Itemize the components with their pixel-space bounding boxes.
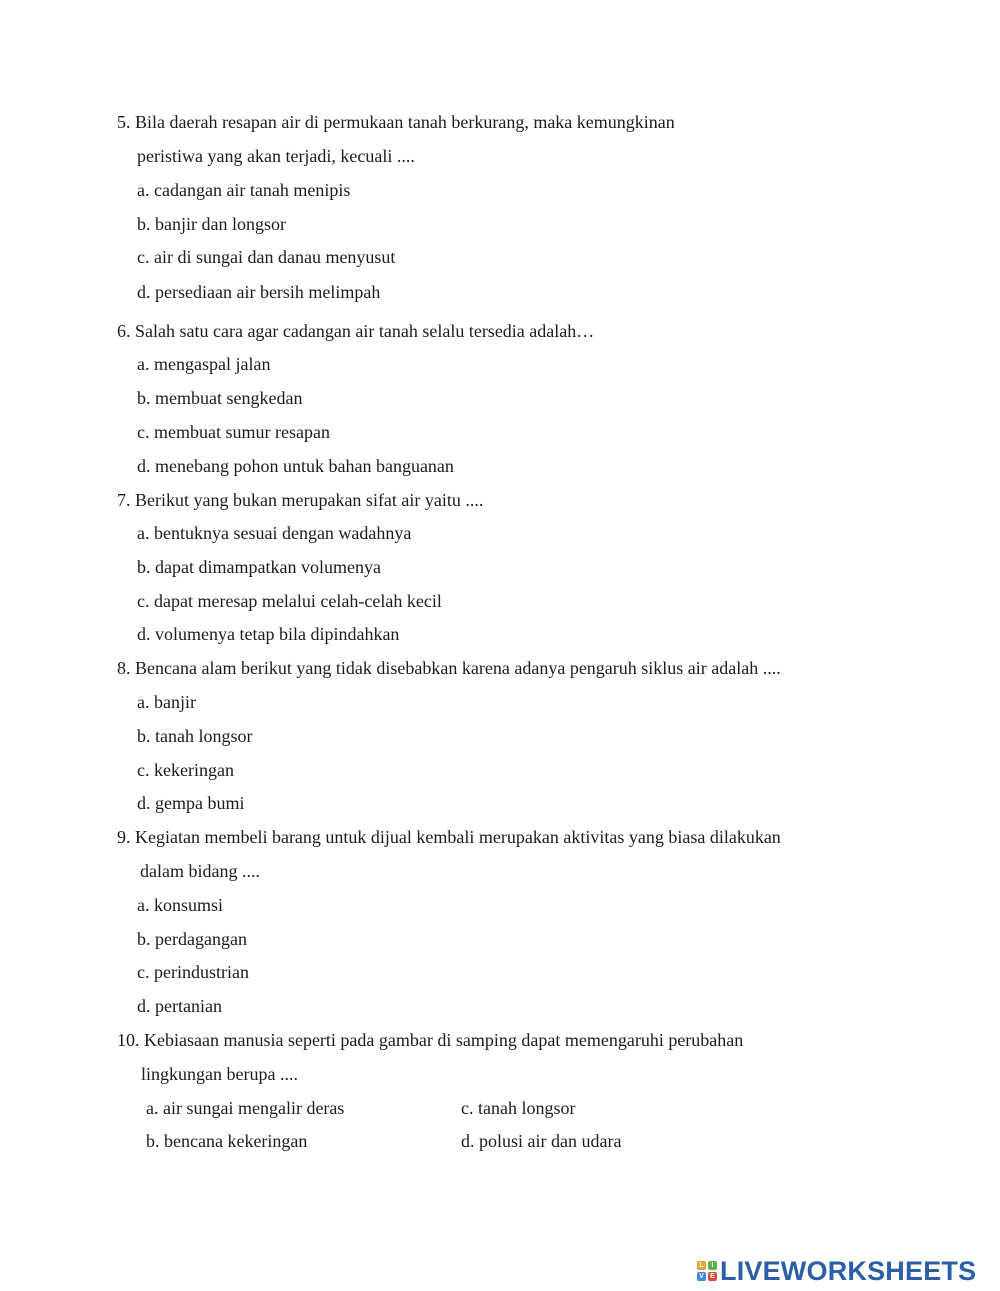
q8-stem-line-1: 8. Bencana alam berikut yang tidak disebabkan karena adanya pengaruh siklus air adalah .... (117, 658, 781, 678)
q10-option-d[interactable]: d. polusi air dan udara (461, 1131, 622, 1151)
q8-option-b[interactable]: b. tanah longsor (137, 726, 253, 746)
q5-option-a[interactable]: a. cadangan air tanah menipis (137, 180, 351, 200)
q7-option-d[interactable]: d. volumenya tetap bila dipindahkan (137, 624, 400, 644)
q9-option-a[interactable]: a. konsumsi (137, 895, 224, 915)
liveworksheets-logo[interactable] (697, 1256, 976, 1286)
q5-option-d[interactable]: d. persediaan air bersih melimpah (137, 282, 381, 302)
q8-option-c[interactable]: c. kekeringan (137, 760, 234, 780)
q7-option-c[interactable]: c. dapat meresap melalui celah-celah kecil (137, 591, 442, 611)
logo-block-e: E (708, 1272, 717, 1281)
q10-option-c[interactable]: c. tanah longsor (461, 1098, 576, 1118)
q6-option-b[interactable]: b. membuat sengkedan (137, 388, 303, 408)
q7-option-b[interactable]: b. dapat dimampatkan volumenya (137, 557, 381, 577)
q6-option-d[interactable]: d. menebang pohon untuk bahan banguanan (137, 456, 454, 476)
q9-option-d[interactable]: d. pertanian (137, 996, 222, 1016)
q10-stem-line-2: lingkungan berupa .... (141, 1064, 298, 1084)
logo-block-l: L (697, 1261, 706, 1270)
logo-text: LIVEWORKSHEETS (720, 1255, 977, 1286)
q10-option-a[interactable]: a. air sungai mengalir deras (146, 1098, 345, 1118)
q10-option-b[interactable]: b. bencana kekeringan (146, 1131, 308, 1151)
q6-option-c[interactable]: c. membuat sumur resapan (137, 422, 330, 442)
q9-option-c[interactable]: c. perindustrian (137, 962, 249, 982)
q5-stem-line-1: 5. Bila daerah resapan air di permukaan tanah berkurang, maka kemungkinan (117, 112, 675, 132)
logo-blocks-icon (697, 1261, 717, 1281)
q9-option-b[interactable]: b. perdagangan (137, 929, 247, 949)
q8-option-a[interactable]: a. banjir (137, 692, 196, 712)
q5-option-c[interactable]: c. air di sungai dan danau menyusut (137, 247, 396, 267)
q6-stem-line-1: 6. Salah satu cara agar cadangan air tanah selalu tersedia adalah… (117, 321, 595, 341)
logo-block-v: V (697, 1272, 706, 1281)
q10-stem-line-1: 10. Kebiasaan manusia seperti pada gambar di samping dapat memengaruhi perubahan (117, 1030, 744, 1050)
q5-option-b[interactable]: b. banjir dan longsor (137, 214, 286, 234)
q9-stem-line-1: 9. Kegiatan membeli barang untuk dijual kembali merupakan aktivitas yang biasa dilakukan (117, 827, 781, 847)
q8-option-d[interactable]: d. gempa bumi (137, 793, 245, 813)
q7-stem-line-1: 7. Berikut yang bukan merupakan sifat air yaitu .... (117, 490, 484, 510)
q6-option-a[interactable]: a. mengaspal jalan (137, 354, 271, 374)
q5-stem-line-2: peristiwa yang akan terjadi, kecuali .... (137, 146, 415, 166)
logo-block-i: I (708, 1261, 717, 1270)
q9-stem-line-2: dalam bidang .... (140, 861, 260, 881)
q7-option-a[interactable]: a. bentuknya sesuai dengan wadahnya (137, 523, 412, 543)
